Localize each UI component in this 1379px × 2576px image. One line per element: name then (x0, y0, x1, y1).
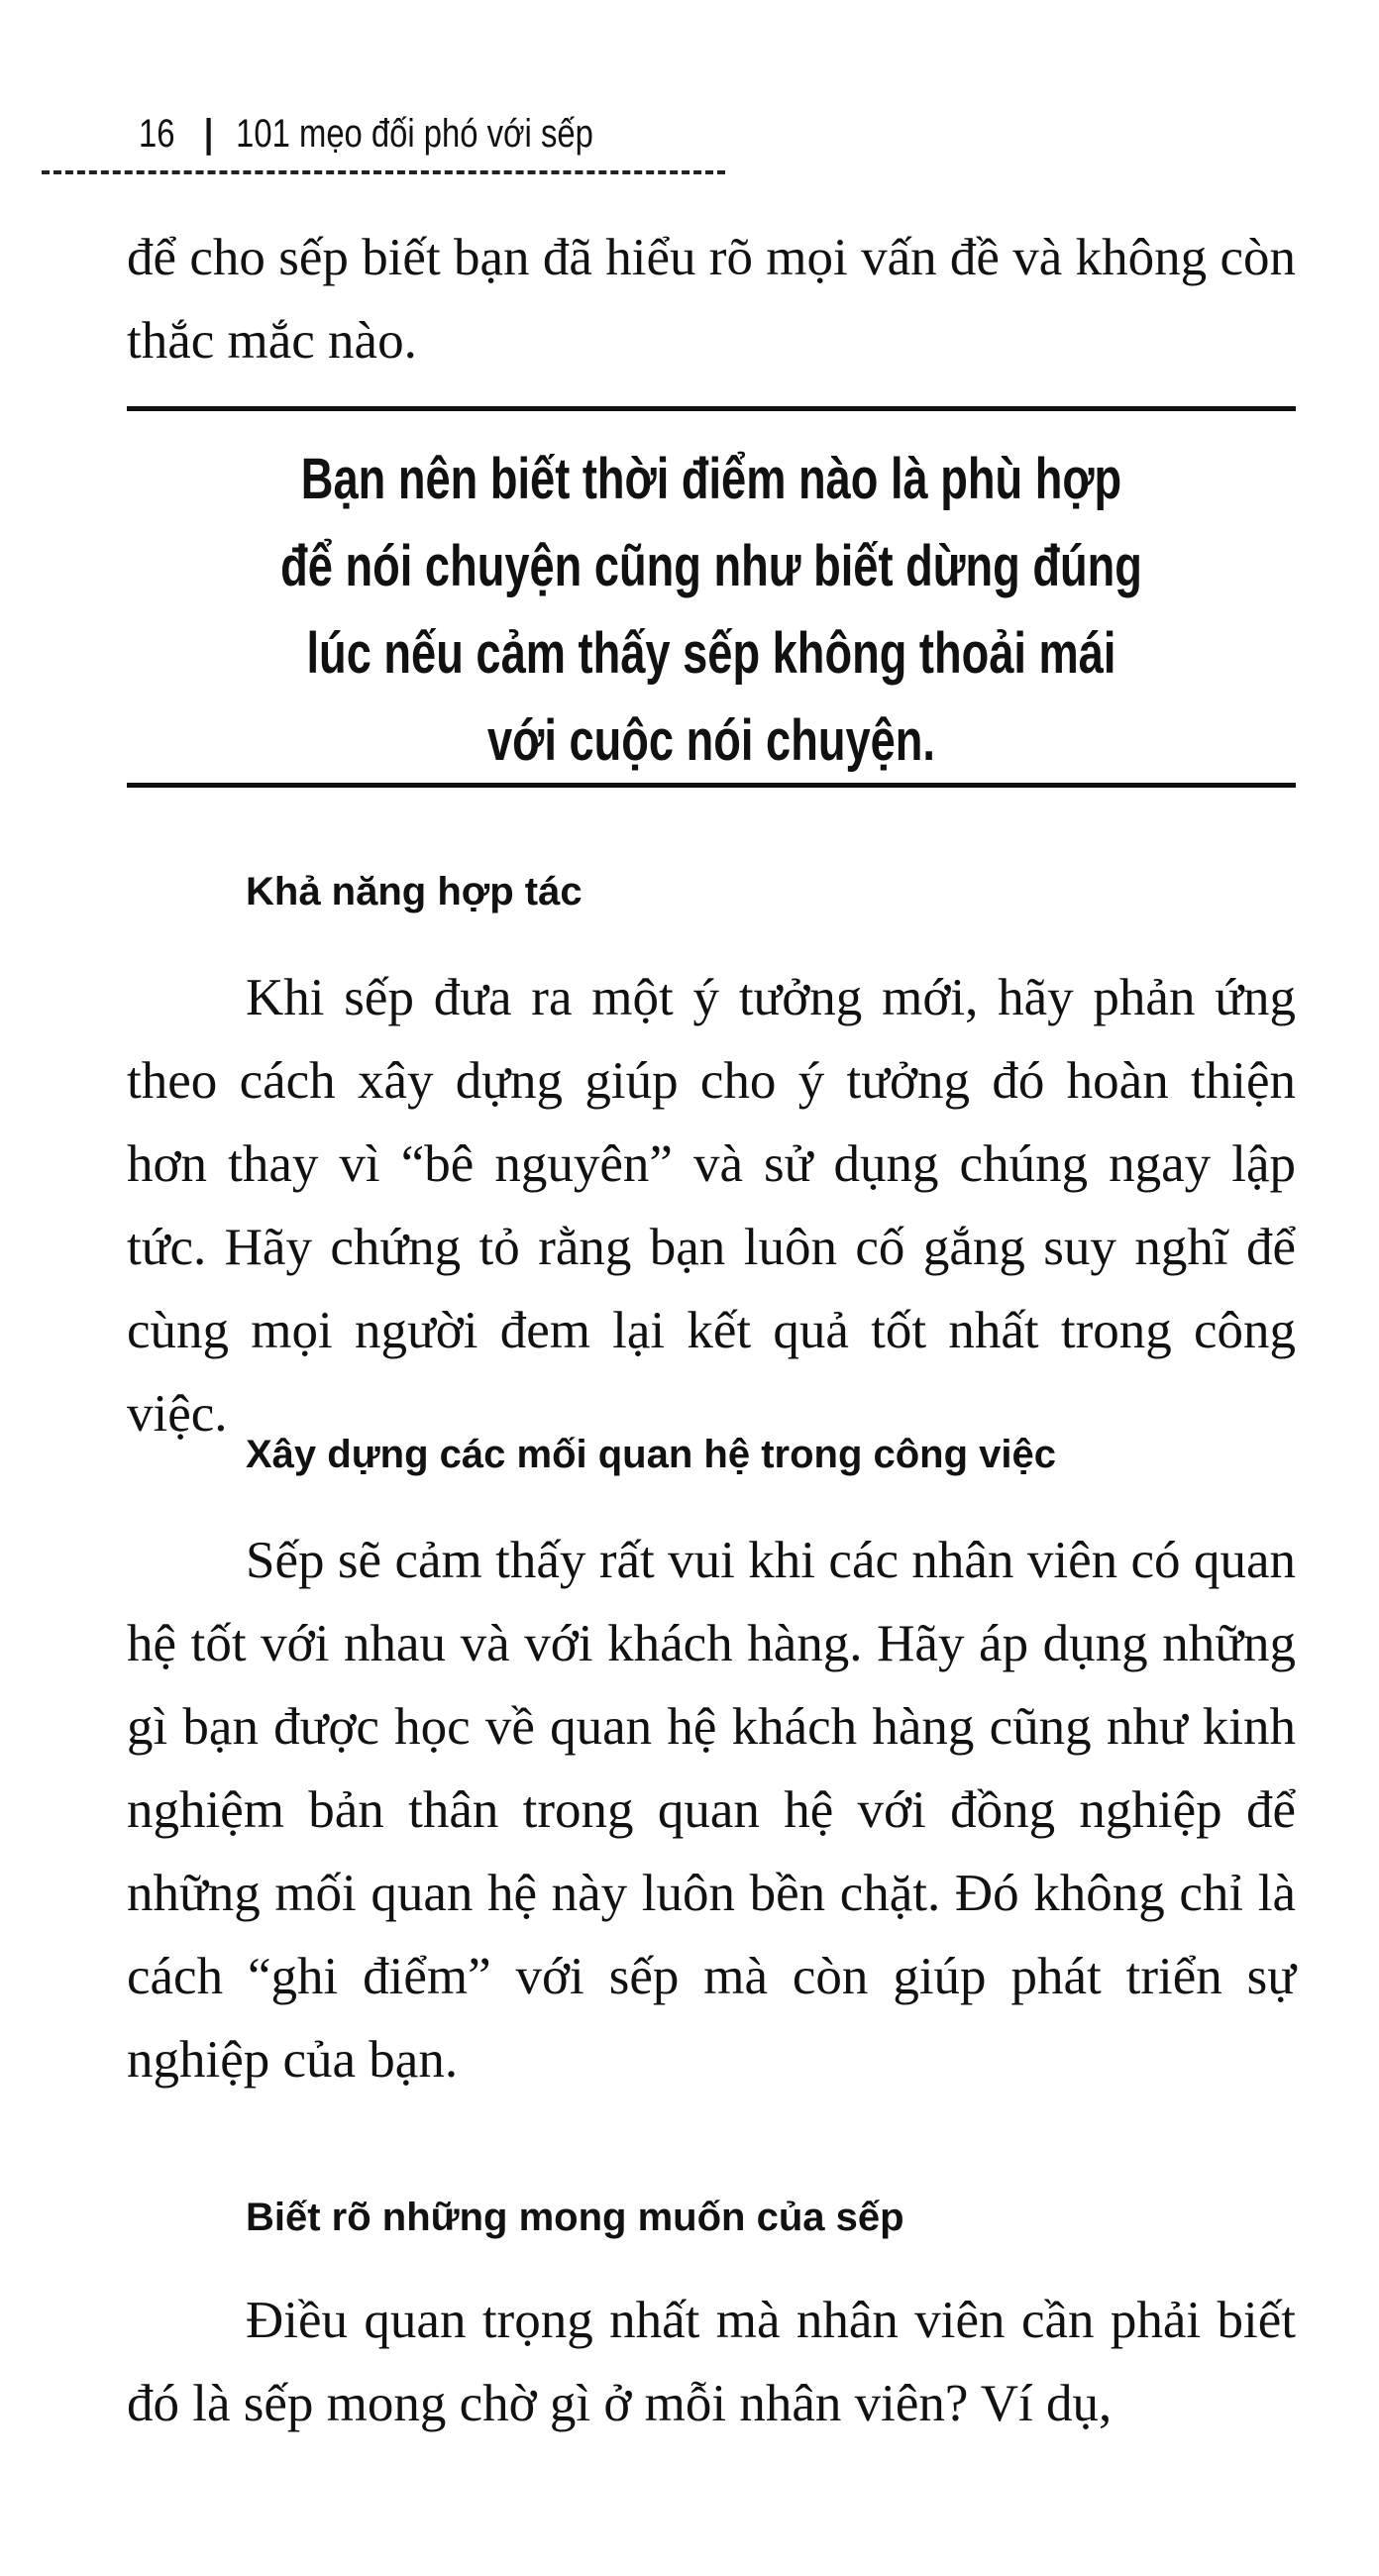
pull-quote (127, 436, 1296, 785)
section-heading-relationships: Xây dựng các mối quan hệ trong công việc (246, 1433, 1057, 1476)
section-heading-cooperation: Khả năng hợp tác (246, 870, 583, 913)
running-head (139, 109, 593, 159)
pull-quote-line: để nói chuyện cũng như biết dừng đúng (280, 534, 1142, 598)
header-dashed-rule (42, 170, 725, 174)
pull-quote-line: lúc nếu cảm thấy sếp không thoải mái (306, 621, 1116, 686)
continuation-paragraph: để cho sếp biết bạn đã hiểu rõ mọi vấn đề và không còn thắc mắc nào. (127, 229, 1296, 370)
callout-bottom-rule (127, 783, 1296, 788)
pull-quote-line: Bạn nên biết thời điểm nào là phù hợp (300, 447, 1122, 511)
callout-top-rule (127, 406, 1296, 411)
section-body-boss-expectations: Điều quan trọng nhất mà nhân viên cần phải biết đó là sếp mong chờ gì ở mỗi nhân viên? Ví dụ, (127, 2292, 1296, 2432)
section-body-cooperation: Khi sếp đưa ra một ý tưởng mới, hãy phản ứng theo cách xây dựng giúp cho ý tưởng đó hoàn thiện hơn thay vì “bê nguyên” và sử dụng chúng ngay lập tức. Hãy chứng tỏ rằng bạn luôn cố gắng suy nghĩ để cùng mọi người đem lại kết quả tốt nhất trong công việc. (127, 969, 1296, 1443)
book-title: 101 mẹo đối phó với sếp (236, 112, 593, 156)
header-separator: | (204, 112, 214, 156)
page-number: 16 (139, 112, 175, 156)
section-body-relationships: Sếp sẽ cảm thấy rất vui khi các nhân viên có quan hệ tốt với nhau và với khách hàng. Hãy áp dụng những gì bạn được học về quan hệ khách hàng cũng như kinh nghiệm bản thân trong quan hệ với đồng nghiệp để những mối quan hệ này luôn bền chặt. Đó không chỉ là cách “ghi điểm” với sếp mà còn giúp phát triển sự nghiệp của bạn. (127, 1532, 1296, 2089)
section-heading-boss-expectations: Biết rõ những mong muốn của sếp (246, 2196, 904, 2239)
pull-quote-line: với cuộc nói chuyện. (487, 708, 935, 773)
